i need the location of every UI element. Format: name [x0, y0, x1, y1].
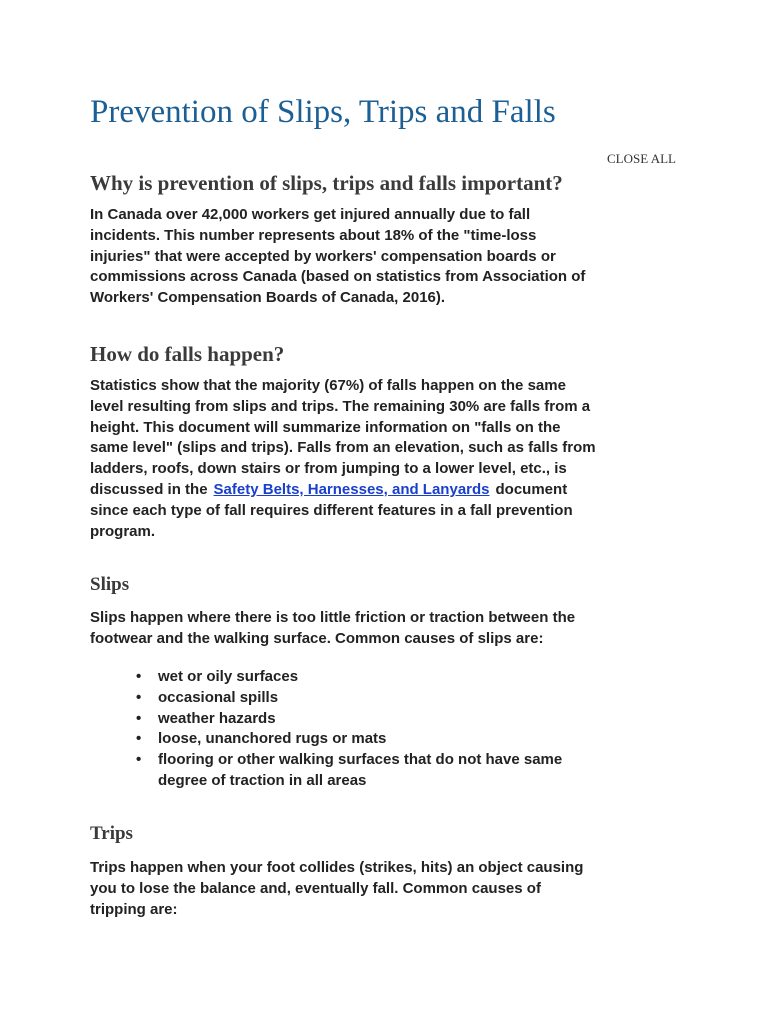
- safety-belts-link[interactable]: Safety Belts, Harnesses, and Lanyards: [213, 480, 490, 498]
- slips-paragraph: [90, 608, 690, 650]
- how-paragraph: [90, 376, 690, 542]
- bullet-icon: •: [136, 688, 142, 706]
- how-link-line-after: document: [495, 480, 568, 498]
- why-line: Workers' Compensation Boards of Canada, 2016).: [90, 289, 446, 307]
- bullet-icon: •: [136, 709, 142, 727]
- list-item: [136, 729, 678, 750]
- how-line: ladders, roofs, down stairs or from jumping to a lower level, etc., is: [90, 460, 567, 478]
- list-item-text: weather hazards: [158, 709, 276, 727]
- trips-line: tripping are:: [90, 900, 178, 918]
- how-line: since each type of fall requires different features in a fall prevention: [90, 501, 573, 519]
- slips-line: footwear and the walking surface. Common causes of slips are:: [90, 629, 544, 647]
- list-item-text: occasional spills: [158, 688, 279, 706]
- list-item: [136, 750, 678, 792]
- how-link-line: [90, 480, 690, 501]
- how-line: Statistics show that the majority (67%) of falls happen on the same: [90, 377, 566, 394]
- why-line: injuries" that were accepted by workers' compensation boards or: [90, 247, 556, 265]
- how-line: level resulting from slips and trips. The remaining 30% are falls from a: [90, 397, 591, 415]
- how-link-line-before: discussed in the: [90, 480, 208, 498]
- why-paragraph: [90, 205, 690, 309]
- list-item-text: wet or oily surfaces: [158, 668, 299, 685]
- trips-line: Trips happen when your foot collides (strikes, hits) an object causing: [90, 859, 584, 876]
- list-item: [136, 709, 678, 730]
- page-title: Prevention of Slips, Trips and Falls: [90, 94, 556, 130]
- trips-heading: Trips: [90, 823, 133, 844]
- list-item: [136, 688, 678, 709]
- why-line: commissions across Canada (based on statistics from Association of: [90, 268, 586, 286]
- list-item-text: flooring or other walking surfaces that do not have same: [158, 751, 563, 769]
- bullet-icon: •: [136, 751, 142, 769]
- trips-line: you to lose the balance and, eventually fall. Common causes of: [90, 879, 541, 897]
- slips-line: Slips happen where there is too little friction or traction between the: [90, 609, 576, 626]
- why-line: In Canada over 42,000 workers get injured annually due to fall: [90, 206, 531, 223]
- how-line: same level" (slips and trips). Falls from an elevation, such as falls from: [90, 439, 596, 457]
- bullet-icon: •: [136, 668, 142, 685]
- list-item-text: degree of traction in all areas: [158, 771, 367, 789]
- why-line: incidents. This number represents about 18% of the "time-loss: [90, 226, 537, 244]
- list-item: [136, 667, 678, 688]
- how-line: height. This document will summarize information on "falls on the: [90, 418, 561, 436]
- how-line: program.: [90, 522, 156, 540]
- close-all-button[interactable]: CLOSE ALL: [607, 151, 676, 166]
- list-item-text: loose, unanchored rugs or mats: [158, 730, 387, 748]
- how-heading: How do falls happen?: [90, 342, 285, 366]
- slips-causes-list: [136, 667, 678, 792]
- bullet-icon: •: [136, 730, 142, 748]
- why-heading: Why is prevention of slips, trips and falls important?: [90, 171, 563, 195]
- slips-heading: Slips: [90, 574, 130, 595]
- trips-paragraph: [90, 858, 690, 920]
